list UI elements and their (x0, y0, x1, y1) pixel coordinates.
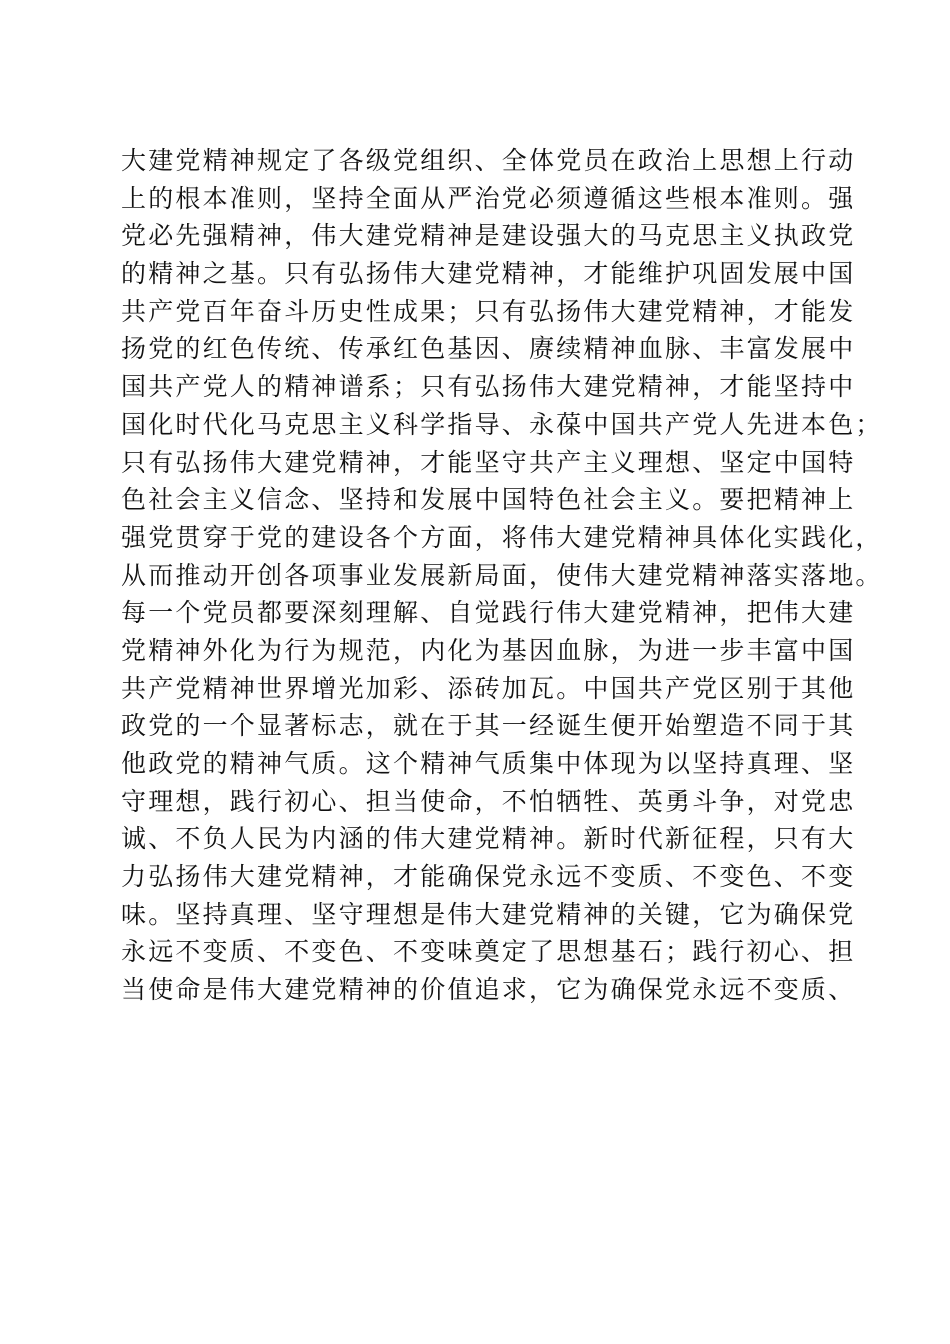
text-line: 当使命是伟大建党精神的价值追求，它为确保党永远不变质、 (121, 975, 856, 1005)
text-line: 扬党的红色传统、传承红色基因、赓续精神血脉、丰富发展中 (121, 334, 856, 364)
text-line: 国化时代化马克思主义科学指导、永葆中国共产党人先进本色； (121, 409, 883, 439)
text-line: 只有弘扬伟大建党精神，才能坚守共产主义理想、坚定中国特 (121, 447, 856, 477)
text-line: 力弘扬伟大建党精神，才能确保党永远不变质、不变色、不变 (121, 862, 856, 892)
text-line: 国共产党人的精神谱系；只有弘扬伟大建党精神，才能坚持中 (121, 372, 856, 402)
text-line: 共产党百年奋斗历史性成果；只有弘扬伟大建党精神，才能发 (121, 296, 856, 326)
text-line: 共产党精神世界增光加彩、添砖加瓦。中国共产党区别于其他 (121, 673, 856, 703)
text-line: 从而推动开创各项事业发展新局面，使伟大建党精神落实落地。 (121, 560, 883, 590)
text-line: 的精神之基。只有弘扬伟大建党精神，才能维护巩固发展中国 (121, 259, 856, 289)
text-line: 上的根本准则，坚持全面从严治党必须遵循这些根本准则。强 (121, 183, 856, 213)
text-line: 政党的一个显著标志，就在于其一经诞生便开始塑造不同于其 (121, 711, 856, 741)
text-line: 他政党的精神气质。这个精神气质集中体现为以坚持真理、坚 (121, 749, 856, 778)
text-line: 党必先强精神，伟大建党精神是建设强大的马克思主义执政党 (121, 221, 856, 251)
text-line: 大建党精神规定了各级党组织、全体党员在政治上思想上行动 (121, 146, 856, 175)
text-line: 永远不变质、不变色、不变味奠定了思想基石；践行初心、担 (121, 937, 856, 967)
text-line: 色社会主义信念、坚持和发展中国特色社会主义。要把精神上 (121, 485, 856, 515)
text-line: 味。坚持真理、坚守理想是伟大建党精神的关键，它为确保党 (121, 899, 856, 929)
text-line: 强党贯穿于党的建设各个方面，将伟大建党精神具体化实践化， (121, 522, 883, 552)
text-line: 诚、不负人民为内涵的伟大建党精神。新时代新征程，只有大 (121, 824, 856, 854)
text-line: 每一个党员都要深刻理解、自觉践行伟大建党精神，把伟大建 (121, 598, 856, 628)
text-line: 党精神外化为行为规范，内化为基因血脉，为进一步丰富中国 (121, 635, 856, 665)
text-line: 守理想，践行初心、担当使命，不怕牺牲、英勇斗争，对党忠 (121, 786, 856, 816)
body-text (121, 142, 883, 1009)
